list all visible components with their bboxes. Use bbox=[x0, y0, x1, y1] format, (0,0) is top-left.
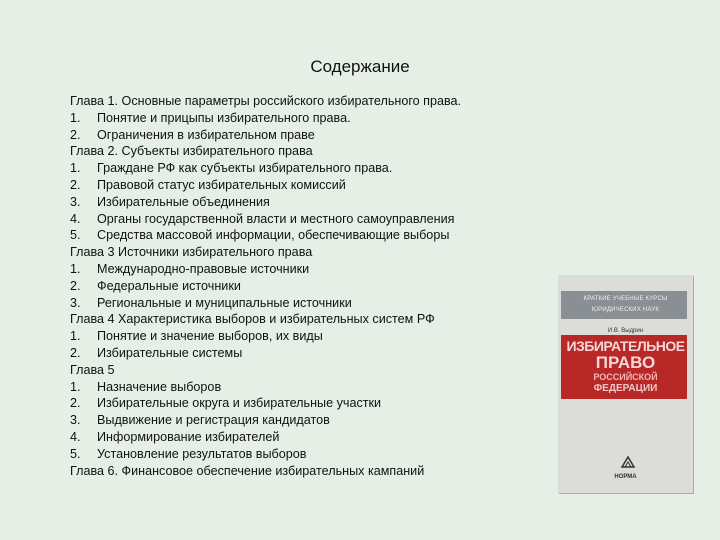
toc-item-number: 3. bbox=[70, 295, 81, 310]
toc-item bbox=[70, 412, 461, 429]
toc-item-number: 2. bbox=[70, 127, 81, 142]
toc-item bbox=[70, 362, 461, 379]
toc-item-number: 1. bbox=[70, 261, 81, 276]
book-cover-image bbox=[558, 275, 693, 493]
toc-item bbox=[70, 446, 461, 463]
toc-item bbox=[70, 328, 461, 345]
toc-item-number: 4. bbox=[70, 429, 81, 444]
toc-item-number: 1. bbox=[70, 379, 81, 394]
toc-item-text: Избирательные объединения bbox=[97, 194, 270, 209]
toc-item-text: Понятие и прицыпы избирательного права. bbox=[97, 110, 351, 125]
toc-item-number: 3. bbox=[70, 413, 81, 428]
table-of-contents bbox=[70, 93, 461, 479]
toc-item-text: Глава 1. Основные параметры российского избирательного права. bbox=[70, 94, 462, 108]
cover-author: И.В. Выдрин bbox=[607, 328, 644, 334]
toc-item-text: Международно-правовые источники bbox=[97, 261, 310, 276]
toc-item-text: Понятие и значение выборов, их виды bbox=[97, 329, 323, 344]
toc-item-number: 1. bbox=[70, 110, 81, 125]
toc-item-text: Федеральные источники bbox=[97, 278, 241, 293]
toc-item-text: Граждане РФ как субъекты избирательного права. bbox=[97, 161, 393, 176]
toc-item bbox=[70, 278, 461, 295]
toc-item-text: Назначение выборов bbox=[97, 379, 222, 394]
toc-item-text: Органы государственной власти и местного самоуправления bbox=[97, 211, 455, 226]
slide-title: Содержание bbox=[310, 57, 410, 76]
toc-item-text: Выдвижение и регистрация кандидатов bbox=[97, 413, 330, 428]
toc-item bbox=[70, 143, 461, 160]
cover-title-line4: ФЕДЕРАЦИИ bbox=[593, 383, 658, 394]
toc-item-text: Ограничения в избирательном праве bbox=[97, 127, 315, 142]
toc-item bbox=[70, 194, 461, 211]
cover-series-line1: КРАТКИЕ УЧЕБНЫЕ КУРСЫ bbox=[583, 296, 668, 302]
toc-item-number: 2. bbox=[70, 177, 81, 192]
cover-title-line1: ИЗБИРАТЕЛЬНОЕ bbox=[566, 338, 685, 354]
toc-item bbox=[70, 93, 461, 110]
toc-item bbox=[70, 177, 461, 194]
toc-item-text: Правовой статус избирательных комиссий bbox=[97, 177, 346, 192]
toc-item-text: Средства массовой информации, обеспечивающие выборы bbox=[97, 228, 450, 243]
toc-item-text: Избирательные системы bbox=[97, 345, 243, 360]
toc-item bbox=[70, 211, 461, 228]
toc-item-number: 1. bbox=[70, 329, 81, 344]
toc-item-number: 3. bbox=[70, 194, 81, 209]
toc-item-number: 5. bbox=[70, 446, 81, 461]
toc-item-number: 2. bbox=[70, 278, 81, 293]
toc-item-text: Избирательные округа и избирательные участки bbox=[97, 396, 382, 411]
toc-item bbox=[70, 110, 461, 127]
toc-item bbox=[70, 379, 461, 396]
cover-title-line3: РОССИЙСКОЙ bbox=[593, 372, 658, 382]
toc-item bbox=[70, 295, 461, 312]
publisher-logo-icon bbox=[620, 455, 636, 469]
toc-item bbox=[70, 160, 461, 177]
toc-item-number: 2. bbox=[70, 345, 81, 360]
toc-item bbox=[70, 227, 461, 244]
toc-item-text: Глава 6. Финансовое обеспечение избирательных кампаний bbox=[70, 463, 425, 478]
toc-item bbox=[70, 463, 461, 480]
toc-item-text: Глава 4 Характеристика выборов и избирательных систем РФ bbox=[70, 312, 435, 327]
toc-item-number: 2. bbox=[70, 396, 81, 411]
toc-item-text: Региональные и муниципальные источники bbox=[97, 295, 352, 310]
toc-item-text: Глава 5 bbox=[70, 362, 115, 377]
toc-item bbox=[70, 345, 461, 362]
toc-item-text: Информирование избирателей bbox=[97, 429, 280, 444]
toc-item-number: 4. bbox=[70, 211, 81, 226]
toc-item-number: 1. bbox=[70, 161, 81, 176]
cover-series-line2: ЮРИДИЧЕСКИХ НАУК bbox=[591, 307, 660, 313]
cover-title-line2: ПРАВО bbox=[595, 353, 656, 372]
toc-item bbox=[70, 127, 461, 144]
toc-item bbox=[70, 311, 461, 328]
toc-item-text: Глава 3 Источники избирательного права bbox=[70, 245, 313, 260]
toc-item bbox=[70, 395, 461, 412]
toc-item-number: 5. bbox=[70, 228, 81, 243]
cover-publisher: НОРМА bbox=[614, 474, 637, 480]
toc-item-text: Установление результатов выборов bbox=[97, 446, 307, 461]
toc-item-text: Глава 2. Субъекты избирательного права bbox=[70, 144, 313, 159]
toc-item bbox=[70, 261, 461, 278]
toc-item bbox=[70, 244, 461, 261]
toc-item bbox=[70, 429, 461, 446]
